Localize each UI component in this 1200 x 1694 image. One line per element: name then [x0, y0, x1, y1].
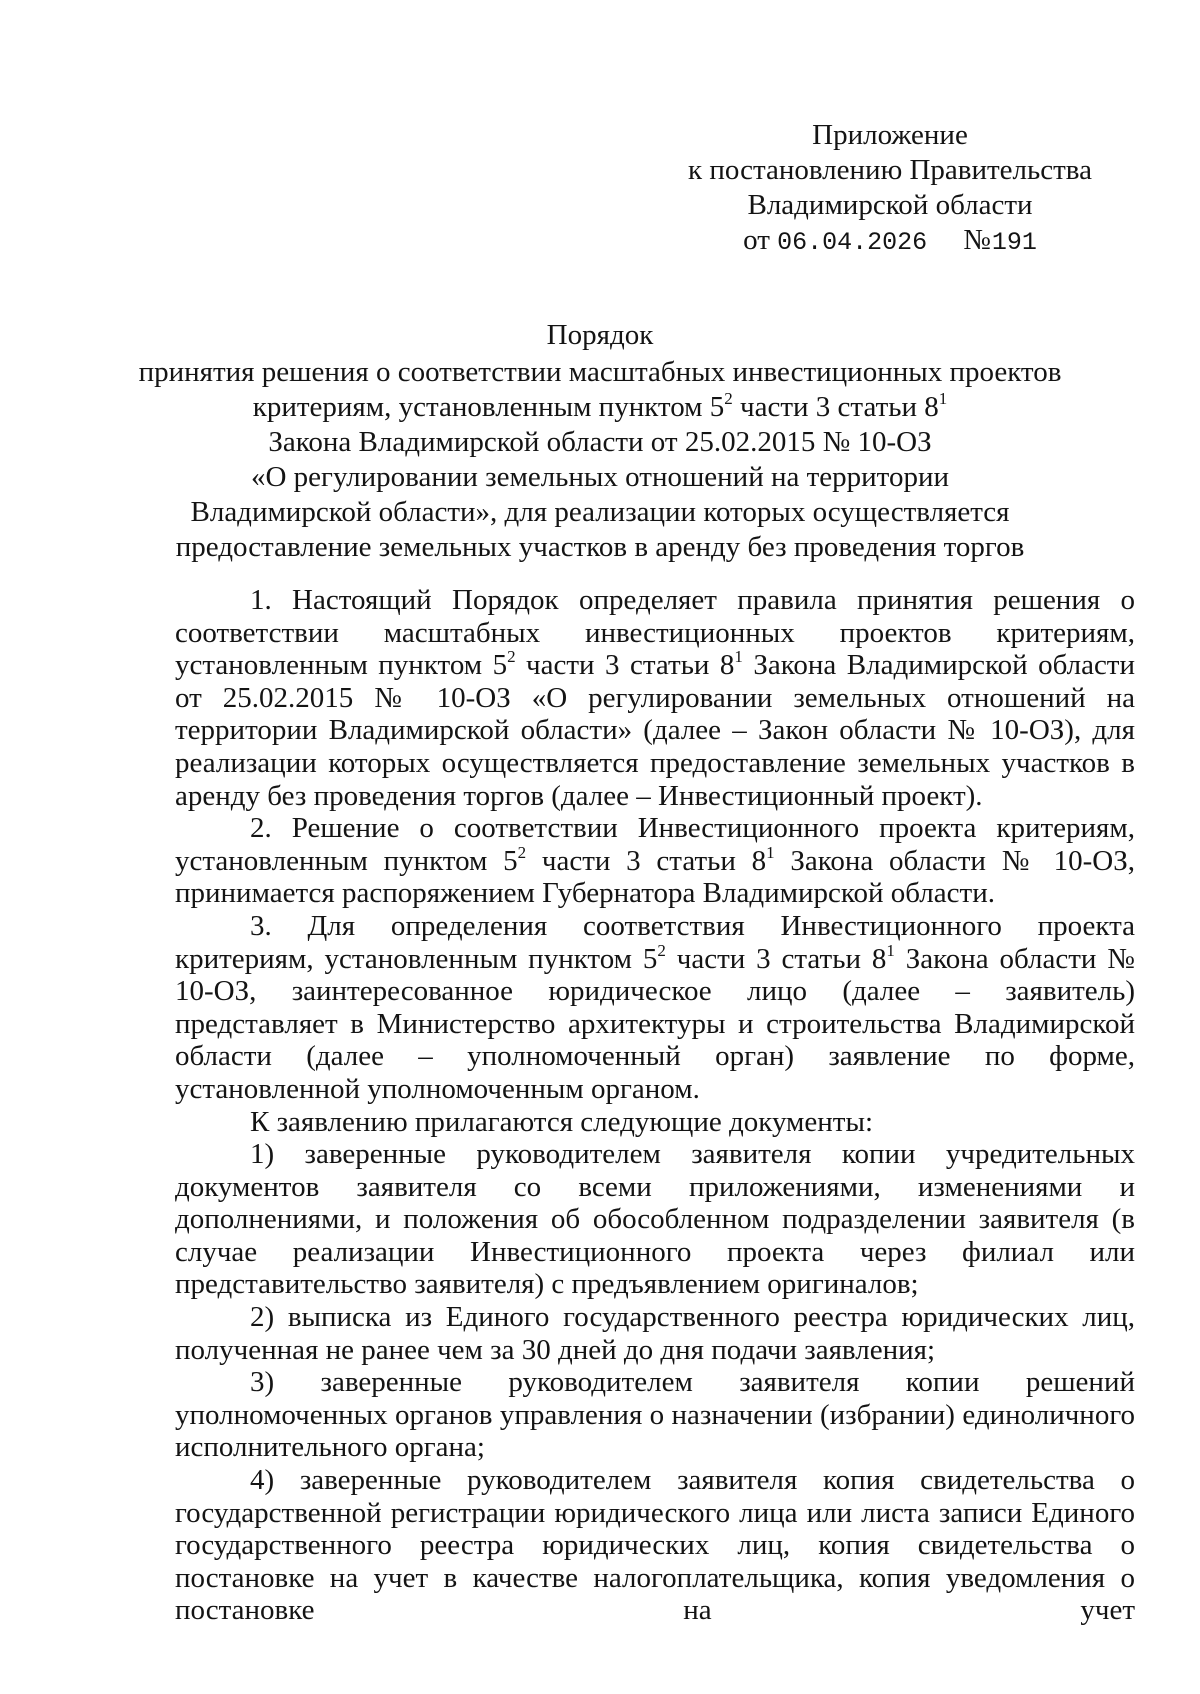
title-line-6: предоставление земельных участков в аренду без проведения торгов	[175, 531, 1025, 563]
title-line-3: Закона Владимирской области от 25.02.2015 № 10-ОЗ	[268, 426, 932, 458]
list-item-4: 4) заверенные руководителем заявителя копия свидетельства о государственной регистрации юридического лица или листа записи Единого государственного реестра юридических лиц, копия свидетельства о постановке на учет в качестве налогоплательщика, копия уведомления о постановке на учет	[175, 1464, 1135, 1627]
document-body	[175, 584, 1135, 1627]
appendix-region-line: Владимирской области	[747, 189, 1033, 221]
document-title	[100, 318, 1100, 565]
list-item-2: 2) выписка из Единого государственного реестра юридических лиц, полученная не ранее чем за 30 дней до дня подачи заявления;	[175, 1301, 1135, 1366]
paragraph-1: 1. Настоящий Порядок определяет правила принятия решения о соответствии масштабных инвестиционных проектов критериям, установленным пунктом $5^2$ части 3 статьи $8^1$ Закона Владимирской области от 25.02.2015 № 10-ОЗ «О регулировании земельных отношений на территории Владимирской области» (далее – Закон области № 10-ОЗ), для реализации которых осуществляется предоставление земельных участков в аренду без проведения торгов (далее – Инвестиционный проект).	[175, 584, 1136, 812]
title-line-2: критериям, установленным пунктом $5^2$ части 3 статьи $8^1$	[252, 389, 948, 423]
resolution-number: 191	[991, 228, 1037, 257]
title-line-4: «О регулировании земельных отношений на территории	[250, 461, 950, 493]
list-item-1: 1) заверенные руководителем заявителя копии учредительных документов заявителя со всеми приложениями, изменениями и дополнениями, и положения об обособленном подразделении заявителя (в случае реализации Инвестиционного проекта через филиал или представительство заявителя) с предъявлением оригиналов;	[175, 1138, 1135, 1301]
appendix-header	[660, 118, 1120, 260]
appendix-resolution-line: к постановлению Правительства	[688, 154, 1092, 186]
appendix-date-number-line	[660, 223, 1120, 260]
title-line-5: Владимирской области», для реализации которых осуществляется	[190, 496, 1010, 528]
appendix-title: Приложение	[812, 119, 968, 151]
title-heading: Порядок	[546, 319, 654, 351]
date-prefix: от	[743, 224, 770, 256]
title-line-1: принятия решения о соответствии масштабных инвестиционных проектов	[138, 356, 1062, 388]
paragraph-2: 2. Решение о соответствии Инвестиционного проекта критериям, установленным пунктом $5^2$ части 3 статьи $8^1$ Закона области № 10-ОЗ, принимается распоряжением Губернатора Владимирской области.	[175, 812, 1135, 910]
resolution-date: 06.04.2026	[777, 228, 928, 257]
list-item-3: 3) заверенные руководителем заявителя копии решений уполномоченных органов управления о назначении (избрании) единоличного исполнительного органа;	[175, 1366, 1135, 1464]
paragraph-3: 3. Для определения соответствия Инвестиционного проекта критериям, установленным пунктом $5^2$ части 3 статьи $8^1$ Закона области № 10-ОЗ, заинтересованное юридическое лицо (далее – заявитель) представляет в Министерство архитектуры и строительства Владимирской области (далее – уполномоченный орган) заявление по форме, установленной уполномоченным органом.	[175, 909, 1135, 1105]
paragraph-4: К заявлению прилагаются следующие документы:	[250, 1105, 874, 1138]
number-sign: №	[963, 224, 992, 256]
